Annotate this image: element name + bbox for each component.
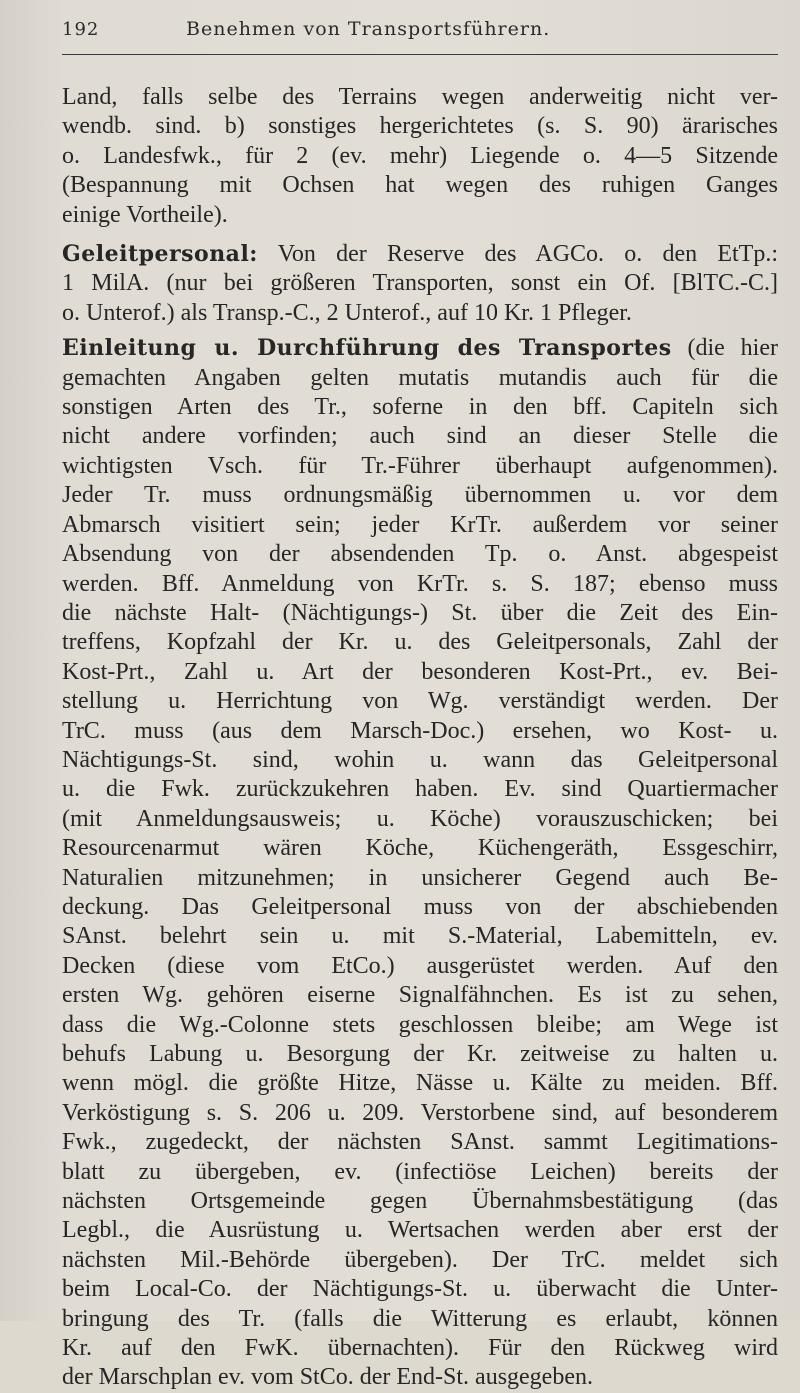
text-line: wichtigsten Vsch. für Tr.-Führer überhaupt aufgenommen). <box>62 452 778 479</box>
paragraph-1 <box>62 83 778 230</box>
text-line: TrC. muss (aus dem Marsch-Doc.) ersehen, wo Kost- u. <box>62 717 778 744</box>
text-line: behufs Labung u. Besorgung der Kr. zeitweise zu halten u. <box>62 1041 778 1067</box>
text-line: o. Landesfwk., für 2 (ev. mehr) Liegende o. 4—5 Sitzende <box>62 142 778 169</box>
section-heading-geleitpersonal: Geleitpersonal: <box>62 241 258 268</box>
text-line: (Bespannung mit Ochsen hat wegen des ruhigen Ganges <box>62 172 778 199</box>
text-line: bringung des Tr. (falls die Witterung es erlaubt, können <box>62 1305 778 1332</box>
text-line: o. Unterof.) als Transp.-C., 2 Unterof., auf 10 Kr. 1 Pfleger. <box>62 299 632 326</box>
text-line <box>62 334 778 363</box>
text-line: Nächtigungs-St. sind, wohin u. wann das Geleitpersonal <box>62 746 778 773</box>
text-line: Resourcenarmut wären Köche, Küchengeräth, Essgeschirr, <box>62 835 778 862</box>
text-line: blatt zu übergeben, ev. (infectiöse Leichen) bereits der <box>62 1158 778 1185</box>
text-line: (mit Anmeldungsausweis; u. Köche) vorauszuschicken; bei <box>62 805 778 832</box>
page-header <box>62 18 778 55</box>
text-line: Kost-Prt., Zahl u. Art der besonderen Kost-Prt., ev. Bei- <box>62 658 778 685</box>
text-line: Naturalien mitzunehmen; in unsicherer Gegend auch Be- <box>62 864 778 891</box>
section-heading-einleitung: Einleitung u. Durchführung des Transportes <box>62 335 672 362</box>
text-line: 1 MilA. (nur bei größeren Transporten, sonst ein Of. [BlTC.-C.] <box>62 270 778 297</box>
text-line: ersten Wg. gehören eiserne Signalfähnchen. Es ist zu sehen, <box>62 982 778 1009</box>
text-line: einige Vortheile). <box>62 201 228 228</box>
body-text <box>62 83 778 1393</box>
text-line: stellung u. Herrichtung von Wg. verständigt werden. Der <box>62 688 778 715</box>
text-line: wendb. sind. b) sonstiges hergerichtetes (s. S. 90) ärarisches <box>62 113 778 140</box>
text-line: dass die Wg.-Colonne stets geschlossen bleibe; am Wege ist <box>62 1011 778 1038</box>
text-line: sonstigen Arten des Tr., soferne in den bff. Capiteln sich <box>62 394 778 421</box>
text-line: die nächste Halt- (Nächtigungs-) St. über die Zeit des Ein- <box>62 599 778 626</box>
text-line: Decken (diese vom EtCo.) ausgerüstet werden. Auf den <box>62 952 778 979</box>
text-line: treffens, Kopfzahl der Kr. u. des Geleitpersonals, Zahl der <box>62 629 778 656</box>
text-line: beim Local-Co. der Nächtigungs-St. u. überwacht die Unter- <box>62 1276 778 1303</box>
text-line: nicht andere vorfinden; auch sind an dieser Stelle die <box>62 423 778 450</box>
text-line: Absendung von der absendenden Tp. o. Anst. abgespeist <box>62 541 778 568</box>
text-line: u. die Fwk. zurückzukehren haben. Ev. sind Quartiermacher <box>62 776 778 803</box>
text-line <box>62 240 778 269</box>
paragraph-3 <box>62 334 778 1393</box>
text-line: Fwk., zugedeckt, der nächsten SAnst. sammt Legitimations- <box>62 1129 778 1156</box>
text-line: werden. Bff. Anmeldung von KrTr. s. S. 187; ebenso muss <box>62 570 778 597</box>
text-line: Verköstigung s. S. 206 u. 209. Verstorbene sind, auf besonderem <box>62 1099 778 1126</box>
text-fragment: Von der Reserve des AGCo. o. den EtTp.: <box>257 241 778 268</box>
text-line: SAnst. belehrt sein u. mit S.-Material, Labemitteln, ev. <box>62 923 778 950</box>
text-line: der Marschplan ev. vom StCo. der End-St. ausgegeben. <box>62 1364 593 1391</box>
text-line: wenn mögl. die größte Hitze, Nässe u. Kälte zu meiden. Bff. <box>62 1070 778 1097</box>
text-line: nächsten Ortsgemeinde gegen Übernahmsbestätigung (das <box>62 1188 778 1215</box>
text-line: Jeder Tr. muss ordnungsmäßig übernommen u. vor dem <box>62 482 778 509</box>
running-title: Benehmen von Transportsführern. <box>186 18 551 40</box>
text-line: gemachten Angaben gelten mutatis mutandis auch für die <box>62 364 778 391</box>
text-line: deckung. Das Geleitpersonal muss von der abschiebenden <box>62 893 778 920</box>
text-line: Abmarsch visitiert sein; jeder KrTr. außerdem vor seiner <box>62 511 778 538</box>
text-fragment: (die hier <box>671 335 778 362</box>
text-line: nächsten Mil.-Behörde übergeben). Der TrC. meldet sich <box>62 1246 778 1273</box>
paragraph-2 <box>62 240 778 328</box>
page-number: 192 <box>62 19 100 40</box>
text-line: Land, falls selbe des Terrains wegen anderweitig nicht ver- <box>62 84 778 110</box>
text-line: Kr. auf den FwK. übernachten). Für den Rückweg wird <box>62 1335 778 1362</box>
text-line: Legbl., die Ausrüstung u. Wertsachen werden aber erst der <box>62 1217 778 1244</box>
